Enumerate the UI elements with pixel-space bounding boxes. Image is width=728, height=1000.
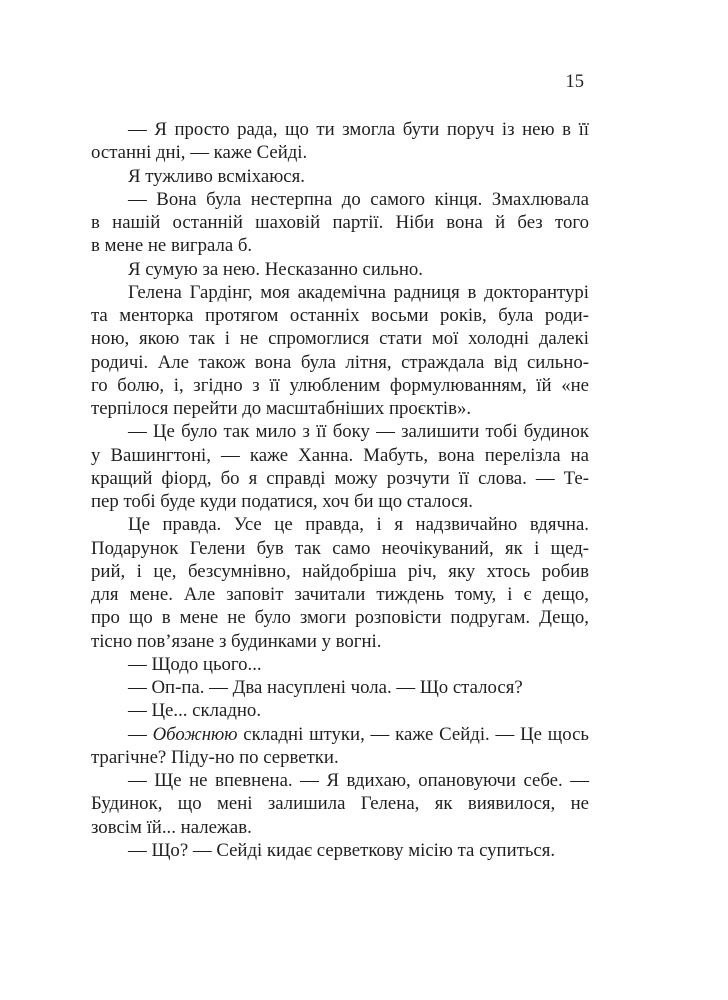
text-line: Я сумую за нею. Несказанно сильно. xyxy=(128,258,423,280)
text-line: Гелена Гардінг, моя академічна радниця в докторантурі xyxy=(128,281,589,303)
paragraph xyxy=(91,513,589,653)
paragraph xyxy=(91,676,589,699)
text-line: у Вашингтоні, — каже Ханна. Мабуть, вона перелізла на xyxy=(91,444,589,466)
text-line: та менторка протягом останніх восьми років, була роди- xyxy=(91,305,589,326)
text-segment: складні штуки, — каже Сейді. — Це щось xyxy=(237,723,589,745)
text-line: пер тобі буде куди податися, хоч би що сталося. xyxy=(91,491,473,512)
paragraph xyxy=(91,188,589,258)
text-line: — Щодо цього... xyxy=(128,653,262,675)
text-line: Це правда. Усе це правда, і я надзвичайно вдячна. xyxy=(128,514,589,536)
text-line: кращий фіорд, бо я справді можу розчути її слова. — Те- xyxy=(91,467,589,489)
paragraph xyxy=(91,723,589,770)
text-block xyxy=(91,118,589,862)
text-line: — Це... складно. xyxy=(128,700,262,722)
text-line: родичі. Але також вона була літня, страждала від сильно- xyxy=(91,351,589,373)
text-line: — Це було так мило з її боку — залишити тобі будинок xyxy=(128,421,589,443)
text-line: — Ще не впевнена. — Я вдихаю, опановуючи себе. — xyxy=(128,770,589,791)
text-line: — Оп-па. — Два насуплені чола. — Що сталося? xyxy=(128,677,523,698)
text-line: Подарунок Гелени був так само неочікуваний, як і щед- xyxy=(91,537,589,559)
text-line: го болю, і, згідно з її улюбленим формулюванням, їй «не xyxy=(91,374,589,396)
text-line: рий, і це, безсумнівно, найдобріша річ, яку хтось робив xyxy=(91,560,589,582)
text-line: останні дні, — каже Сейді. xyxy=(91,142,308,164)
text-line xyxy=(91,723,589,746)
text-line: зовсім їй... належав. xyxy=(91,816,252,838)
paragraph xyxy=(91,420,589,513)
text-line: — Я просто рада, що ти змогла бути поруч із нею в її xyxy=(128,119,589,140)
text-line: про що в мене не було змоги розповісти подругам. Дещо, xyxy=(91,607,589,629)
text-line: — Що? — Сейді кидає серветкову місію та супиться. xyxy=(128,839,556,861)
paragraph xyxy=(91,769,589,839)
paragraph xyxy=(91,653,589,676)
text-line: — Вона була нестерпна до самого кінця. Змахлювала xyxy=(128,188,589,210)
text-line: для мене. Але заповіт зачитали тиждень тому, і є дещо, xyxy=(91,584,589,605)
text-line: трагічне? Піду-но по серветки. xyxy=(91,746,339,768)
text-line: ною, якою так і не спромоглися стати мої холодні далекі xyxy=(91,328,589,350)
text-segment: — xyxy=(128,723,153,745)
text-line: в нашій останній шаховій партії. Ніби вона й без того xyxy=(91,212,589,233)
italic-text: Обожнюю xyxy=(152,723,238,745)
paragraph xyxy=(91,258,589,281)
paragraph xyxy=(91,699,589,722)
text-line: терпілося перейти до масштабніших проєктів». xyxy=(91,398,472,419)
text-line: Я тужливо всміхаюся. xyxy=(128,165,305,187)
text-line: Будинок, що мені залишила Гелена, як виявилося, не xyxy=(91,793,589,815)
paragraph xyxy=(91,118,589,165)
paragraph xyxy=(91,281,589,421)
page-number: 15 xyxy=(565,72,584,92)
paragraph xyxy=(91,839,589,862)
text-line: в мене не виграла б. xyxy=(91,235,253,257)
text-line: тісно пов’язане з будинками у вогні. xyxy=(91,630,382,652)
paragraph xyxy=(91,165,589,188)
